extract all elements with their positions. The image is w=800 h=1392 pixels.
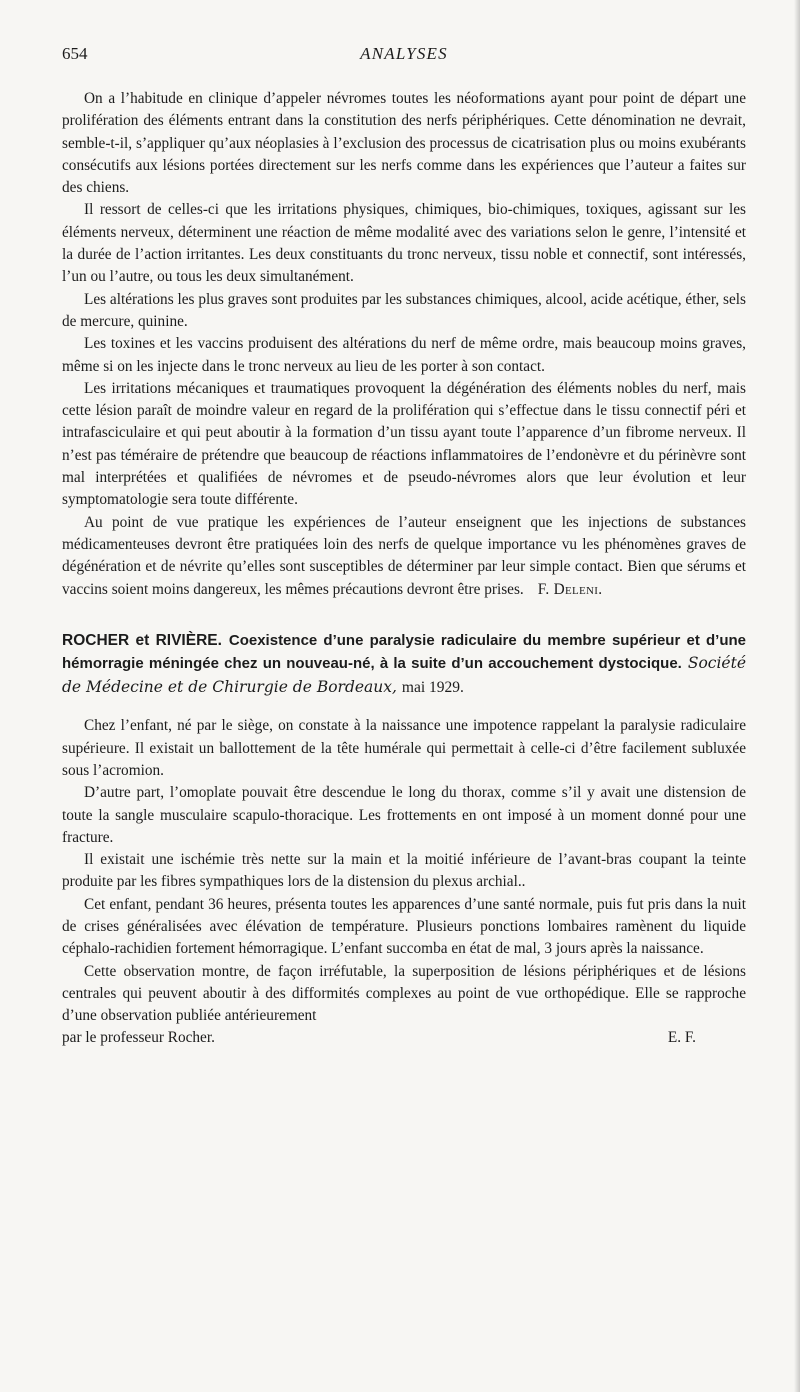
paragraph: Les irritations mécaniques et traumatiques provoquent la dégénération des éléments nobles du nerf, mais cette lésion paraît de moindre valeur en regard de la prolifération qui s’effectue dans le tissu connectif péri et intrafasciculaire et qui peut aboutir à la formation d’un tissu ayant toute l’apparence d’un fibrome nerveux. Il n’est pas téméraire de prétendre que beaucoup de réactions inflammatoires de l’endonèvre et du périnèvre sont mal interprétées et qualifiées de névromes et de pseudo-névromes alors que leur évolution et leur symptomatologie sera toute différente. xyxy=(62,379,746,509)
abstract-source: Société de Médecine et de Chirurgie de Bordeaux, xyxy=(62,654,746,696)
abstract-title: Coexistence d’une paralysie radiculaire du membre supérieur et d’une hémorragie méningée chez un nouveau-né, à la suite d’un accouchement dystocique. xyxy=(62,631,746,673)
page-number: 654 xyxy=(62,44,88,63)
paragraph: Il ressort de celles-ci que les irritations physiques, chimiques, bio-chimiques, toxiques, agissant sur les éléments nerveux, déterminent une réaction de même modalité avec des variations selon le genre, l’intensité et la durée de l’action irritantes. Les deux constituants du tronc nerveux, tissu noble et connectif, sont intéressés, l’un ou l’autre, ou tous les deux simultanément. xyxy=(62,201,746,286)
paragraph: Cette observation montre, de façon irréfutable, la superposition de lésions périphériques et de lésions centrales qui peuvent aboutir à des difformités complexes au point de vue orthopédique. Elle se rapproche d’une observation publiée antérieurement xyxy=(62,962,746,1025)
closing-text: par le professeur Rocher. xyxy=(62,1029,215,1047)
signature-initial: F. xyxy=(537,580,550,598)
closing-line xyxy=(62,1027,746,1049)
signature-name: Deleni. xyxy=(553,580,603,598)
paragraph: Il existait une ischémie très nette sur la main et la moitié inférieure de l’avant-bras coupant la teinte produite par les fibres sympathiques lors de la distension du plexus archial.. xyxy=(62,851,746,891)
abstract-heading xyxy=(62,629,746,700)
abstract-date: mai 1929. xyxy=(401,678,464,696)
running-head: ANALYSES xyxy=(360,44,448,63)
review-neuromas xyxy=(62,88,746,601)
paragraph-text: Au point de vue pratique les expériences de l’auteur enseignent que les injections de substances médicamenteuses devront être pratiquées loin des nerfs de quelque importance vu les phénomènes graves de dégénération et de névrite qu’elles sont susceptibles de déterminer par leur simple contact. Bien que sérums et vaccins soient moins dangereux, les mêmes précautions devront être prises. xyxy=(62,513,746,598)
paragraph: Cet enfant, pendant 36 heures, présenta toutes les apparences d’une santé normale, puis fut pris dans la nuit de crises généralisées avec élévation de température. Plusieurs ponctions lombaires ramènent du liquide céphalo-rachidien fortement hémorragique. L’enfant succomba en état de mal, 3 jours après la naissance. xyxy=(62,895,746,958)
reviewer-signature xyxy=(538,581,603,598)
paragraph: D’autre part, l’omoplate pouvait être descendue le long du thorax, comme s’il y avait une distension de toute la sangle musculaire scapulo-thoracique. Les frottements en ont imposé à un moment donné pour une fracture. xyxy=(62,784,746,846)
paragraph: Les toxines et les vaccins produisent des altérations du nerf de même ordre, mais beaucoup moins graves, même si on les injecte dans le tronc nerveux au lieu de les porter à son contact. xyxy=(62,335,746,375)
paragraph: Les altérations les plus graves sont produites par les substances chimiques, alcool, acide acétique, éther, sels de mercure, quinine. xyxy=(62,290,746,330)
review-rocher-riviere xyxy=(62,715,746,1049)
reviewer-signature: E. F. xyxy=(667,1029,696,1047)
page-header xyxy=(62,44,746,72)
paragraph-with-signature xyxy=(62,512,746,601)
paragraph: Chez l’enfant, né par le siège, on constate à la naissance une impotence rappelant la paralysie radiculaire supérieure. Il existait un ballottement de la tête humérale qui permettait à celle-ci d’être facilement subluxée sous l’acromion. xyxy=(62,717,746,779)
paragraph: On a l’habitude en clinique d’appeler névromes toutes les néoformations ayant pour point de départ une prolifération des éléments entrant dans la constitution des nerfs périphériques. Cette dénomination ne devrait, semble-t-il, s’appliquer qu’aux néoplasies à l’exclusion des processus de cicatrisation plus ou moins exubérants consécutifs aux lésions portées directement sur les nerfs comme dans les expériences que l’auteur a faites sur des chiens. xyxy=(62,90,746,197)
abstract-authors: ROCHER et RIVIÈRE. xyxy=(62,631,222,649)
